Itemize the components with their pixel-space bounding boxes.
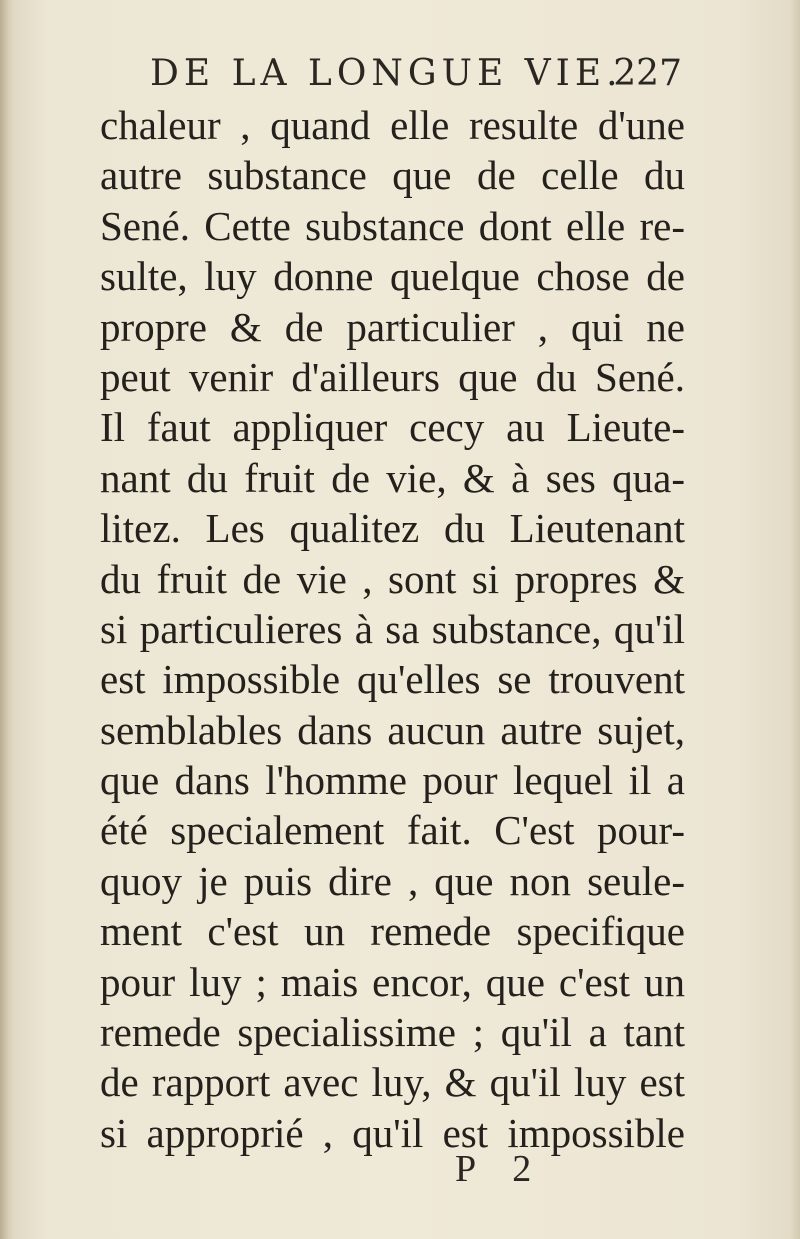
text-line: litez. Les qualitez du Lieutenant — [100, 505, 685, 552]
text-line: sulte, luy donne quelque chose de — [100, 253, 685, 300]
text-line: du fruit de vie , sont si propres & — [100, 555, 685, 602]
text-line: est impossible qu'elles se trouvent — [100, 656, 685, 703]
text-line: Il faut appliquer cecy au Lieute- — [100, 404, 685, 451]
text-line: pour luy ; mais encor, que c'est un — [100, 958, 685, 1005]
text-line: ment c'est un remede specifique — [100, 908, 685, 955]
signature-mark: P 2 — [455, 1148, 546, 1190]
text-line: de rapport avec luy, & qu'il luy est — [100, 1059, 685, 1106]
text-line: semblables dans aucun autre sujet, — [100, 706, 685, 753]
text-line: remede specialissime ; qu'il a tant — [100, 1009, 685, 1056]
page-edge — [790, 0, 800, 1239]
page-number: 227 — [613, 53, 682, 94]
gutter-shadow — [0, 0, 14, 1239]
text-line: chaleur , quand elle resulte d'une — [100, 102, 685, 148]
text-line: peut venir d'ailleurs que du Sené. — [100, 353, 685, 400]
body-text — [100, 100, 685, 1158]
text-line: été specialement fait. C'est pour- — [100, 807, 685, 854]
text-line: quoy je puis dire , que non seule- — [100, 857, 685, 904]
text-line: nant du fruit de vie, & à ses qua- — [100, 454, 685, 501]
running-head — [150, 52, 682, 102]
text-line: si particulieres à sa substance, qu'il — [100, 605, 685, 652]
text-line: autre substance que de celle du — [100, 152, 685, 199]
text-line: propre & de particulier , qui ne — [100, 303, 685, 350]
text-line: Sené. Cette substance dont elle re- — [100, 202, 685, 249]
running-head-title: DE LA LONGUE VIE. — [150, 53, 623, 94]
text-line: si approprié , qu'il est impossible — [100, 1109, 685, 1156]
text-line: que dans l'homme pour lequel il a — [100, 757, 685, 804]
